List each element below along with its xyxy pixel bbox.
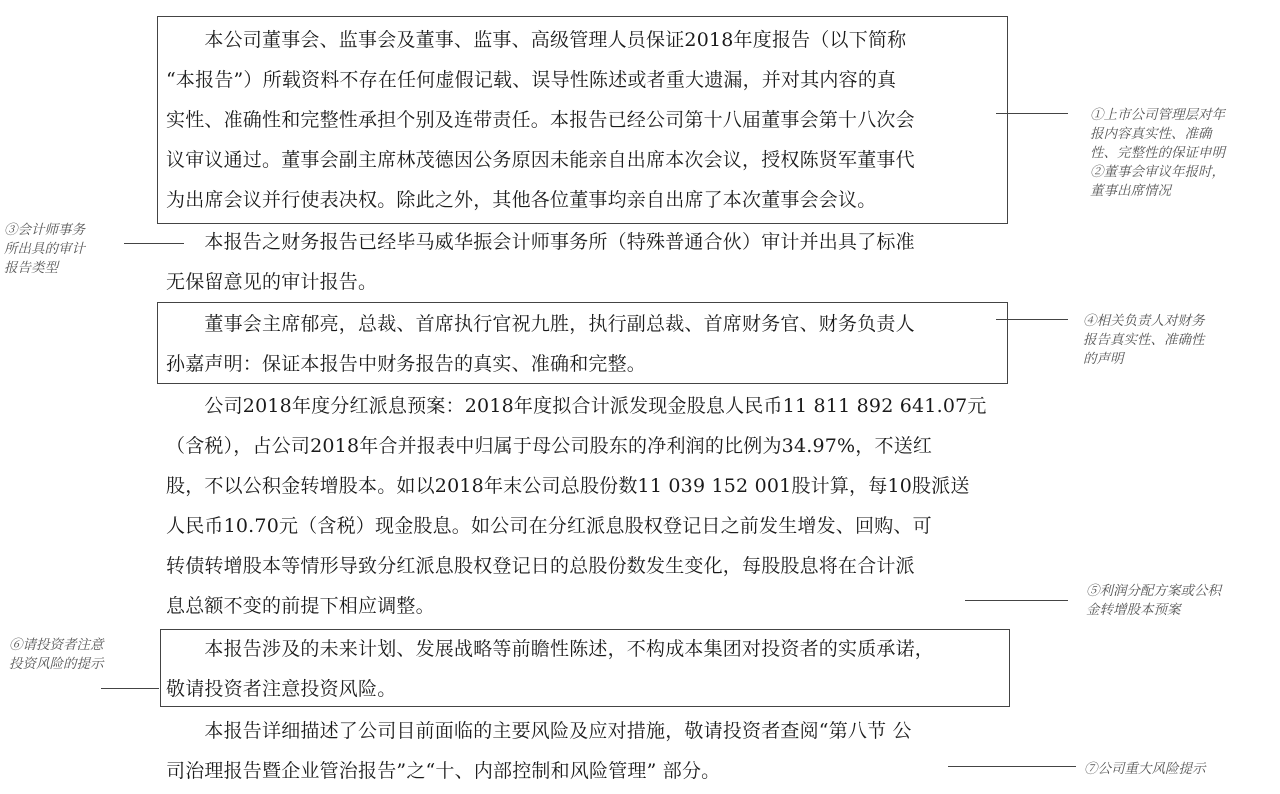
annotation-line: 报告真实性、准确性 — [1083, 332, 1205, 348]
text-line: 本报告之财务报告已经毕马威华振会计师事务所（特殊普通合伙）审计并出具了标准 — [166, 231, 915, 253]
text-line: “本报告”）所载资料不存在任何虚假记载、误导性陈述或者重大遗漏，并对其内容的真 — [166, 69, 897, 91]
annotation-line: ⑦公司重大风险提示 — [1084, 761, 1206, 777]
paragraph-board-guarantee — [166, 20, 996, 220]
annotation-line: 性、完整性的保证申明 — [1090, 145, 1225, 161]
connector-line — [101, 688, 159, 689]
annotation-financial-statement — [1083, 312, 1205, 369]
annotation-line: 的声明 — [1083, 351, 1124, 367]
annotation-line: ①上市公司管理层对年 — [1090, 107, 1225, 123]
text-line: 董事会主席郁亮，总裁、首席执行官祝九胜，执行副总裁、首席财务官、财务负责人 — [166, 313, 915, 335]
paragraph-responsible-statement — [166, 304, 996, 384]
annotation-line: 所出具的审计 — [4, 241, 85, 257]
annotation-profit-distribution — [1086, 582, 1221, 620]
text-line: 孙嘉声明：保证本报告中财务报告的真实、准确和完整。 — [166, 353, 647, 375]
annotation-line: ②董事会审议年报时， — [1090, 164, 1225, 180]
paragraph-dividend-plan — [166, 386, 996, 626]
text-line: 实性、准确性和完整性承担个别及连带责任。本报告已经公司第十八届董事会第十八次会 — [166, 109, 915, 131]
annotation-line: ⑥请投资者注意 — [9, 637, 104, 653]
paragraph-forward-looking — [166, 629, 1002, 709]
text-line: 司治理报告暨企业管治报告”之“十、内部控制和风险管理” 部分。 — [166, 760, 721, 782]
text-line: 公司2018年度分红派息预案：2018年度拟合计派发现金股息人民币11 811 892 641.07元 — [166, 395, 987, 417]
annotation-line: ④相关负责人对财务 — [1083, 313, 1205, 329]
connector-line — [996, 319, 1068, 320]
text-line: 转债转增股本等情形导致分红派息股权登记日的总股份数发生变化，每股股息将在合计派 — [166, 555, 915, 577]
annotation-line: 投资风险的提示 — [9, 656, 104, 672]
paragraph-major-risks — [166, 711, 996, 791]
annotation-line: ③会计师事务 — [4, 222, 85, 238]
text-line: 本报告涉及的未来计划、发展战略等前瞻性陈述，不构成本集团对投资者的实质承诺， — [166, 638, 935, 660]
text-line: 息总额不变的前提下相应调整。 — [166, 595, 435, 617]
annotation-major-risk — [1084, 760, 1206, 779]
connector-line — [965, 600, 1068, 601]
text-line: （含税），占公司2018年合并报表中归属于母公司股东的净利润的比例为34.97%，不送红 — [166, 435, 933, 457]
text-line: 人民币10.70元（含税）现金股息。如公司在分红派息股权登记日之前发生增发、回购、可 — [166, 515, 932, 537]
connector-line — [948, 766, 1076, 767]
text-line: 无保留意见的审计报告。 — [166, 271, 378, 293]
annotation-line: 报内容真实性、准确 — [1090, 126, 1212, 142]
annotation-audit-type — [4, 221, 85, 278]
paragraph-audit-report — [166, 222, 996, 302]
annotation-line: 报告类型 — [4, 260, 58, 276]
text-line: 本报告详细描述了公司目前面临的主要风险及应对措施，敬请投资者查阅“第八节 公 — [166, 720, 912, 742]
annotation-investment-risk — [9, 636, 104, 674]
text-line: 本公司董事会、监事会及董事、监事、高级管理人员保证2018年度报告（以下简称 — [166, 29, 907, 51]
annotation-line: 金转增股本预案 — [1086, 602, 1181, 618]
connector-line — [996, 113, 1068, 114]
text-line: 议审议通过。董事会副主席林茂德因公务原因未能亲自出席本次会议，授权陈贤军董事代 — [166, 149, 915, 171]
text-line: 为出席会议并行使表决权。除此之外，其他各位董事均亲自出席了本次董事会会议。 — [166, 189, 877, 211]
connector-line — [124, 243, 184, 244]
annotation-management-guarantee — [1090, 106, 1225, 201]
text-line: 股，不以公积金转增股本。如以2018年末公司总股份数11 039 152 001股计算，每10股派送 — [166, 475, 970, 497]
annotation-line: 董事出席情况 — [1090, 183, 1171, 199]
annotation-line: ⑤利润分配方案或公积 — [1086, 583, 1221, 599]
text-line: 敬请投资者注意投资风险。 — [166, 678, 397, 700]
